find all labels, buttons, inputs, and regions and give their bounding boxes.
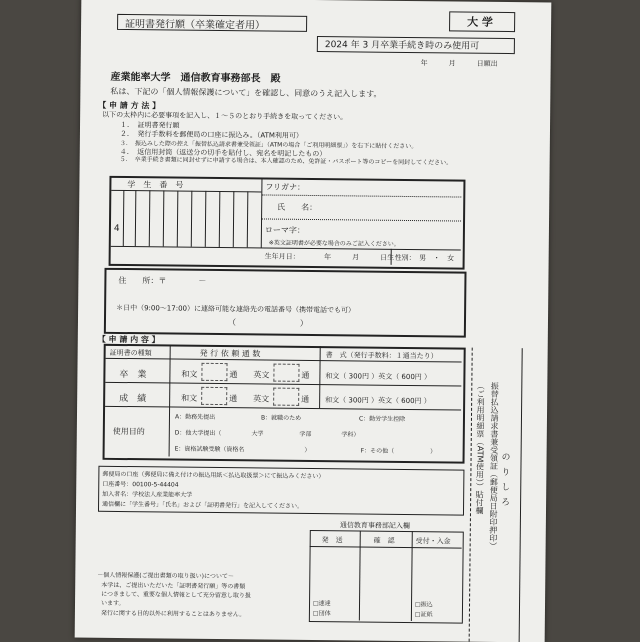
purpose-option[interactable]: F：その他（ ）	[360, 447, 437, 456]
addressee: 産業能率大学 通信教育事務部長 殿	[110, 71, 281, 85]
gender-field[interactable]: 性別： 男 ・ 女	[394, 253, 455, 263]
col-type: 証明書の種類	[109, 348, 152, 358]
postal-holder: 加入者名：学校法人産業能率大学	[102, 490, 193, 499]
row-type: 成 績	[119, 393, 147, 405]
romaji-note: ※英文証明書が必要な場合のみご記入ください。	[268, 239, 400, 248]
row-fee: 和文（ 300円 ）英文（ 600円 ）	[325, 372, 432, 382]
form-title: 証明書発行願（卒業確定者用）	[125, 19, 266, 32]
postal-line: 郵便局の口座（郵便局に備え付けの振込用紙＜払込取扱票＞にて振込みください）	[102, 470, 325, 481]
usage-note: 2024 年 3 月卒業手続き時のみ使用可	[324, 40, 480, 52]
row-ja-label: 和文	[181, 393, 198, 403]
romaji-label[interactable]: ローマ字：	[264, 225, 305, 235]
row-unit: 通	[229, 394, 238, 404]
glue-margin-label: のりしろ	[499, 451, 510, 513]
office-col: 確 認	[373, 536, 395, 545]
count-ja-input[interactable]	[201, 387, 227, 405]
col-fee: 書 式（発行手数料：１通当たり）	[325, 351, 438, 361]
student-id-digit[interactable]: 4	[113, 223, 120, 234]
privacy-line: います。	[100, 599, 125, 608]
row-en-label: 英文	[253, 394, 270, 404]
birth-field[interactable]: 生年月日： 年 月 日生	[264, 252, 395, 262]
phone-note: ＊日中（9:00～17:00）に連絡可能な連絡先の電話番号（携帯電話でも可）	[116, 303, 356, 315]
row-unit: 通	[301, 394, 310, 404]
count-en-input[interactable]	[273, 364, 299, 382]
address-label[interactable]: 住 所：〒 －	[118, 275, 207, 286]
office-col: 発 送	[321, 536, 343, 545]
method-step: ２． 発行手数料を郵便局の口座に振込み。（ATM利用可）	[119, 129, 303, 140]
agreement-text: 私は、下記の「個人情報保護について」を確認し、同意のうえ記入します。	[110, 86, 382, 99]
application-heading: 【 申 請 内 容 】	[97, 334, 160, 345]
paste-sublabel: （ご利用明細票（ATM使用））貼付欄	[474, 381, 486, 515]
row-fee: 和文（ 300円 ）英文（ 600円 ）	[325, 396, 431, 406]
name-label[interactable]: 氏 名：	[277, 202, 318, 213]
paste-label: 振替払込請求書兼受領証（郵便局日附印押印）	[488, 381, 500, 550]
privacy-line: 発行に関する目的以外に利用することはありません。	[100, 609, 246, 619]
method-heading: 【 申 請 方 法 】	[98, 100, 161, 111]
purpose-option[interactable]: C：勤労学生控除	[358, 415, 406, 423]
office-check[interactable]: □速達	[312, 600, 331, 608]
purpose-label: 使用目的	[112, 426, 145, 437]
privacy-line: 本学は、ご提出いただいた「証明書発行願」等の書類	[101, 581, 246, 591]
col-count: 発 行 依 頼 通 数	[199, 348, 261, 359]
method-step: ４． 返信用封筒（返送分の切手を貼付し、宛名を明記したもの）	[119, 147, 327, 159]
univ-label: 大 学	[467, 15, 494, 29]
row-ja-label: 和文	[181, 369, 198, 379]
postal-comm: 通信欄に「学生番号」「氏名」および「証明書発行」を記入してください。	[102, 500, 304, 510]
method-intro: 以下の太枠内に必要事項を記入し、１～５のとおり手続きを取ってください。	[102, 110, 348, 122]
privacy-line: につきまして、重要な個人情報として充分留意し取り扱	[101, 590, 251, 600]
method-step: ３． 振込みした際の控え「振替払込請求書兼受領証」（ATMの場合「ご利用明細票」）を右下に貼付ください。	[119, 139, 418, 151]
purpose-option[interactable]: A：勤務先提出	[174, 413, 216, 421]
office-title: 通信教育事務部記入欄	[339, 521, 410, 531]
row-type: 卒 業	[119, 369, 147, 381]
office-col: 受付・入金	[415, 537, 451, 546]
purpose-option[interactable]: B：就職のため	[260, 414, 302, 422]
purpose-option[interactable]: E：資格試験受験（資格名 ）	[174, 445, 311, 454]
office-check[interactable]: □振込	[414, 601, 433, 609]
privacy-heading: －個人情報保護(ご提出書類の取り扱い)について－	[97, 571, 234, 581]
student-id-label: 学 生 番 号	[127, 180, 184, 190]
purpose-option[interactable]: D：他大学提出（ 大学 学部 学科）	[174, 429, 360, 439]
phone-field[interactable]: （ ）	[227, 318, 309, 328]
postal-account: 口座番号：00100-5-44404	[102, 480, 179, 489]
office-check[interactable]: □証紙	[414, 611, 433, 619]
method-step: １． 証明書発行願	[119, 120, 180, 130]
row-unit: 通	[229, 370, 238, 380]
row-en-label: 英文	[253, 370, 270, 380]
office-check[interactable]: □団体	[312, 610, 331, 618]
row-unit: 通	[301, 370, 310, 380]
form-paper	[75, 0, 552, 642]
count-en-input[interactable]	[273, 388, 299, 406]
count-ja-input[interactable]	[201, 363, 227, 381]
method-step: ５． 卒業手続き書類に同封せずに申請する場合は、本人確認のため、免許証・パスポート等のコピーを同封してください。	[119, 155, 453, 167]
date-line: 年 月 日願出	[420, 59, 498, 68]
furigana-label[interactable]: フリガナ：	[265, 182, 306, 192]
